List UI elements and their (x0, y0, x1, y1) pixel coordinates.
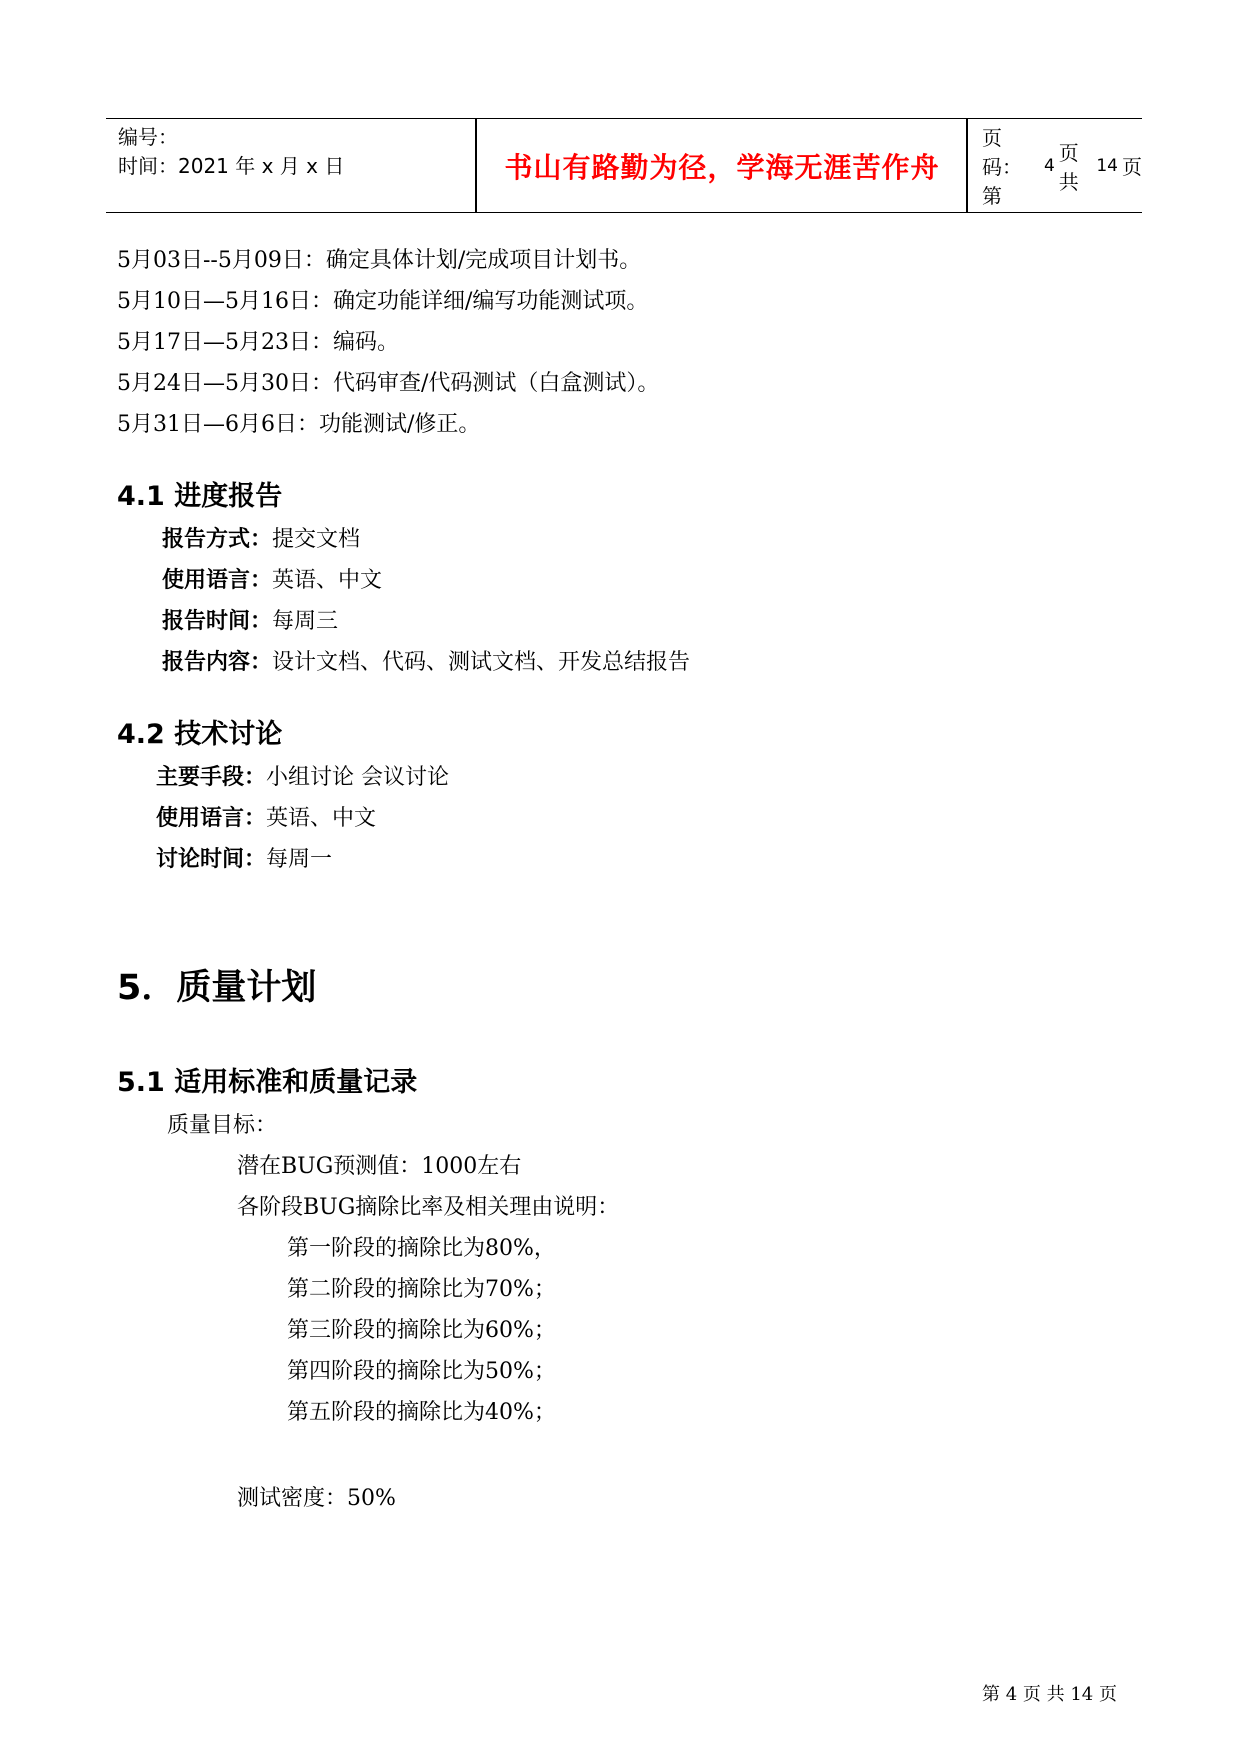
row-label: 使用语言： (162, 568, 273, 593)
row-value: 每周一 (266, 847, 333, 872)
page-suffix: 页 (1122, 155, 1142, 179)
time-label: 时间：2021 年 x 月 x 日 (118, 154, 345, 178)
test-density: 测试密度：50% (237, 1486, 396, 1511)
phase-item: 第五阶段的摘除比为40%； (287, 1400, 556, 1425)
page-prefix: 页码：第 (982, 126, 1022, 208)
report-row (162, 566, 382, 596)
schedule-item: 5月10日—5月16日：确定功能详细/编写功能测试项。 (117, 289, 649, 314)
row-label: 使用语言： (156, 806, 267, 831)
header-divider (966, 119, 968, 212)
page-footer: 第 4 页 共 14 页 (982, 1684, 1117, 1705)
row-value: 小组讨论 会议讨论 (266, 765, 450, 790)
quality-goal-label: 质量目标： (167, 1113, 278, 1138)
report-row (162, 648, 690, 678)
header-info (118, 123, 473, 181)
row-label: 报告方式： (162, 527, 273, 552)
section-4-2-title: 4.2 技术讨论 (117, 719, 283, 750)
phase-item: 第三阶段的摘除比为60%； (287, 1318, 556, 1343)
row-value: 每周三 (272, 609, 339, 634)
page-mid: 页 共 (1058, 140, 1079, 194)
page-total: 14 (1096, 155, 1118, 176)
schedule-item: 5月31日—6月6日：功能测试/修正。 (117, 412, 481, 437)
phase-item: 第四阶段的摘除比为50%； (287, 1359, 556, 1384)
discussion-row (156, 845, 332, 875)
header-page-number (982, 119, 1142, 212)
row-value: 设计文档、代码、测试文档、开发总结报告 (272, 650, 691, 675)
report-row (162, 525, 360, 555)
schedule-item: 5月03日--5月09日：确定具体计划/完成项目计划书。 (117, 248, 642, 273)
row-value: 英语、中文 (266, 806, 377, 831)
row-label: 讨论时间： (156, 847, 267, 872)
row-value: 提交文档 (272, 527, 361, 552)
bug-estimate: 潜在BUG预测值：1000左右 (237, 1154, 522, 1179)
header-divider (475, 119, 477, 212)
section-4-1-title: 4.1 进度报告 (117, 481, 283, 512)
discussion-row (156, 804, 376, 834)
header-motto: 书山有路勤为径，学海无涯苦作舟 (504, 150, 940, 184)
page-header (106, 118, 1142, 213)
page-current: 4 (1043, 155, 1055, 176)
row-label: 报告内容： (162, 650, 273, 675)
phase-item: 第一阶段的摘除比为80%， (287, 1236, 556, 1261)
section-5-1-title: 5.1 适用标准和质量记录 (117, 1067, 418, 1098)
schedule-item: 5月17日—5月23日：编码。 (117, 330, 399, 355)
code-label: 编号： (118, 125, 178, 149)
report-row (162, 607, 338, 637)
schedule-item: 5月24日—5月30日：代码审查/代码测试（白盒测试）。 (117, 371, 660, 396)
discussion-row (156, 763, 449, 793)
phase-item: 第二阶段的摘除比为70%； (287, 1277, 556, 1302)
row-value: 英语、中文 (272, 568, 383, 593)
removal-intro: 各阶段BUG摘除比率及相关理由说明： (237, 1195, 620, 1220)
row-label: 报告时间： (162, 609, 273, 634)
section-5-title: 5．质量计划 (117, 968, 317, 1008)
row-label: 主要手段： (156, 765, 267, 790)
